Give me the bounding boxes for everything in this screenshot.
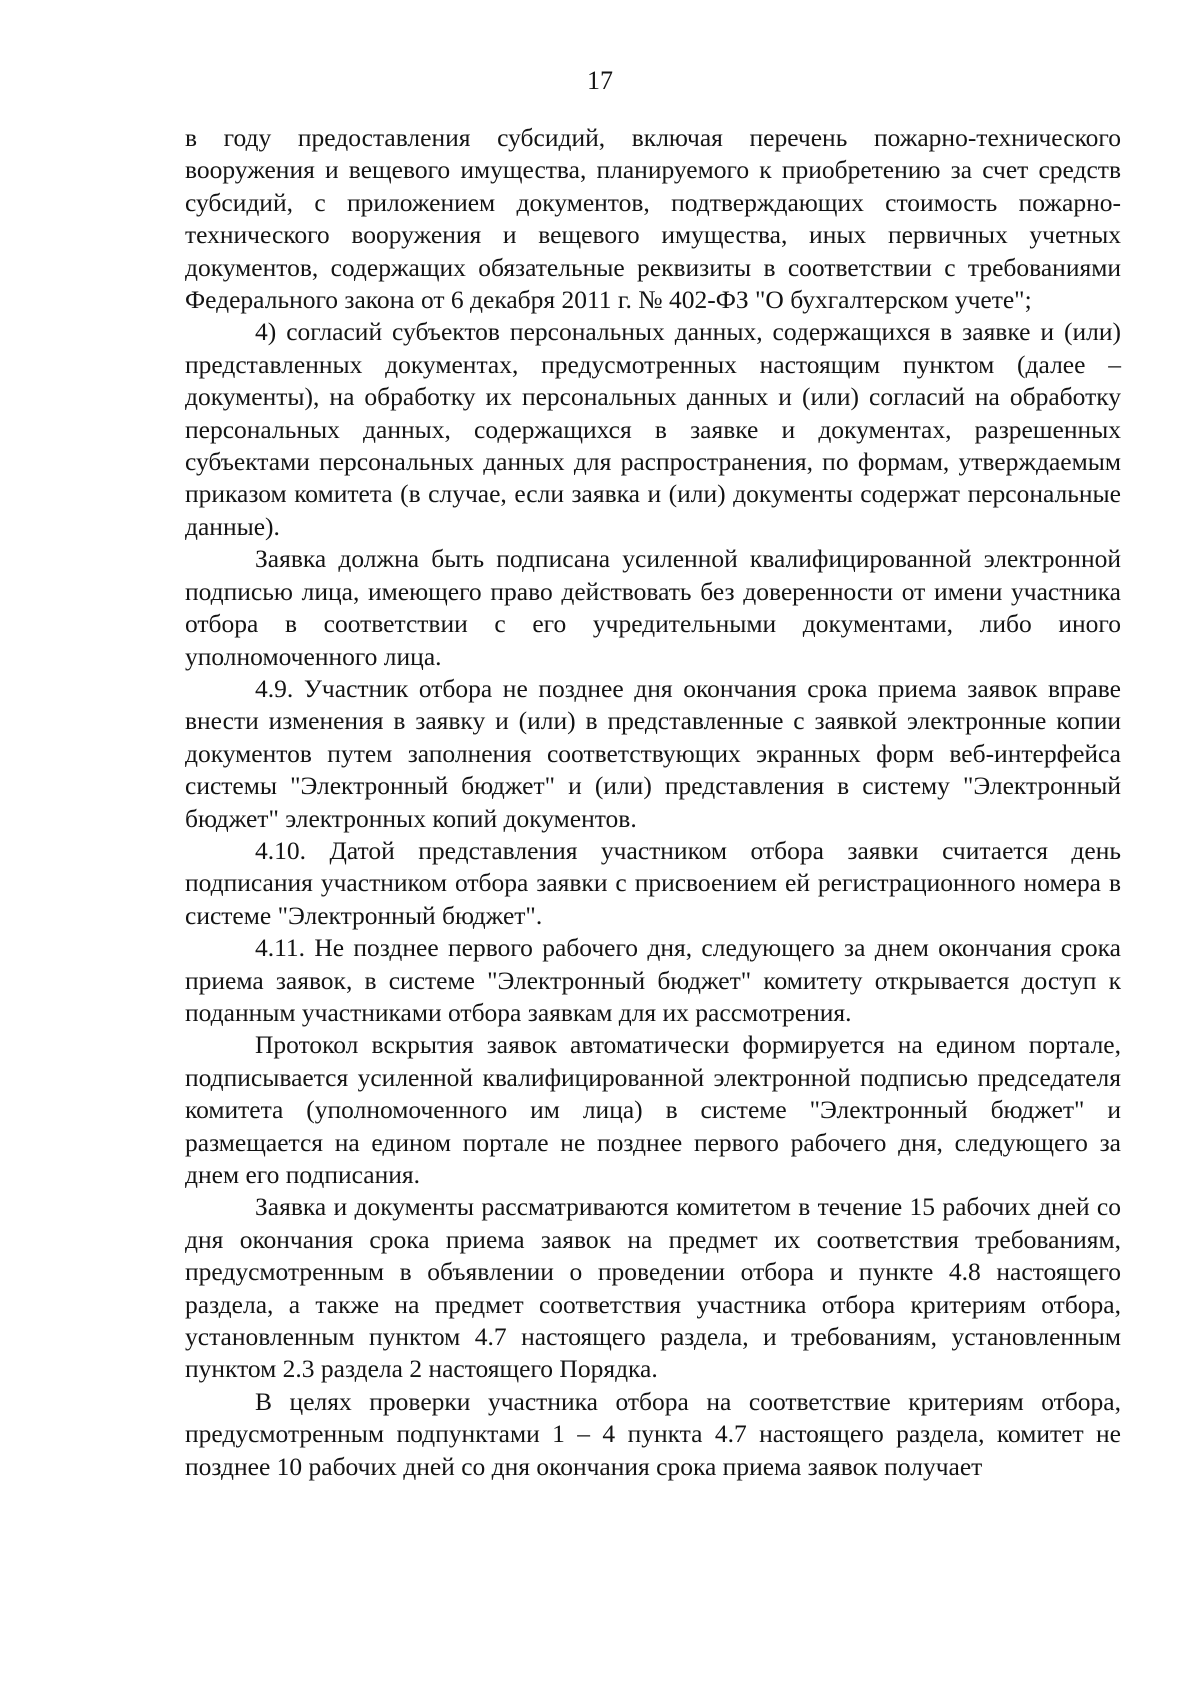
paragraph-opening-protocol: Протокол вскрытия заявок автоматически формируется на едином портале, подписывается усиленной квалифицированной электронной подписью председателя комитета (уполномоченного им лица) в системе "Электронный бюджет" и размещается на едином портале не позднее первого рабочего дня, следующего за днем его подписания. (185, 1030, 1121, 1189)
paragraph-signature-requirement: Заявка должна быть подписана усиленной квалифицированной электронной подписью лица, имеющего право действовать без доверенности от имени участника отбора в соответствии с его учредительными документами, либо иного уполномоченного лица. (185, 544, 1121, 671)
paragraph-continuation: в году предоставления субсидий, включая перечень пожарно-технического вооружения и вещевого имущества, планируемого к приобретению за счет средств субсидий, с приложением документов, подтверждающих стоимость пожарно-технического вооружения и вещевого имущества, иных первичных учетных документов, содержащих обязательные реквизиты в соответствии с требованиями Федерального закона от 6 декабря 2011 г. № 402-ФЗ "О бухгалтерском учете"; (185, 123, 1121, 315)
paragraph-verification: В целях проверки участника отбора на соответствие критериям отбора, предусмотренным подпунктами 1 – 4 пункта 4.7 настоящего раздела, комитет не позднее 10 рабочих дней со дня окончания срока приема заявок получает (185, 1386, 1121, 1481)
document-body (185, 122, 1121, 1483)
paragraph-4-10: 4.10. Датой представления участником отбора заявки считается день подписания участником отбора заявки с присвоением ей регистрационного номера в системе "Электронный бюджет". (185, 835, 1121, 930)
paragraph-review-period: Заявка и документы рассматриваются комитетом в течение 15 рабочих дней со дня окончания срока приема заявок на предмет их соответствия требованиям, предусмотренным в объявлении о проведении отбора и пункте 4.8 настоящего раздела, а также на предмет соответствия участника отбора критериям отбора, установленным пунктом 4.7 настоящего раздела, и требованиям, установленным пунктом 2.3 раздела 2 настоящего Порядка. (185, 1192, 1121, 1384)
paragraph-4-11: 4.11. Не позднее первого рабочего дня, следующего за днем окончания срока приема заявок, в системе "Электронный бюджет" комитету открывается доступ к поданным участниками отбора заявкам для их рассмотрения. (185, 933, 1121, 1027)
paragraph-4-9: 4.9. Участник отбора не позднее дня окончания срока приема заявок вправе внести изменения в заявку и (или) в представленные с заявкой электронные копии документов путем заполнения соответствующих экранных форм веб-интерфейса системы "Электронный бюджет" и (или) представления в систему "Электронный бюджет" электронных копий документов. (185, 673, 1121, 833)
paragraph-item-4: 4) согласий субъектов персональных данных, содержащихся в заявке и (или) представленных документах, предусмотренных настоящим пунктом (далее – документы), на обработку их персональных данных и (или) согласий на обработку персональных данных, содержащихся в заявке и документах, разрешенных субъектами персональных данных для распространения, по формам, утверждаемым приказом комитета (в случае, если заявка и (или) документы содержат персональные данные). (185, 317, 1121, 541)
page-number: 17 (587, 66, 613, 95)
